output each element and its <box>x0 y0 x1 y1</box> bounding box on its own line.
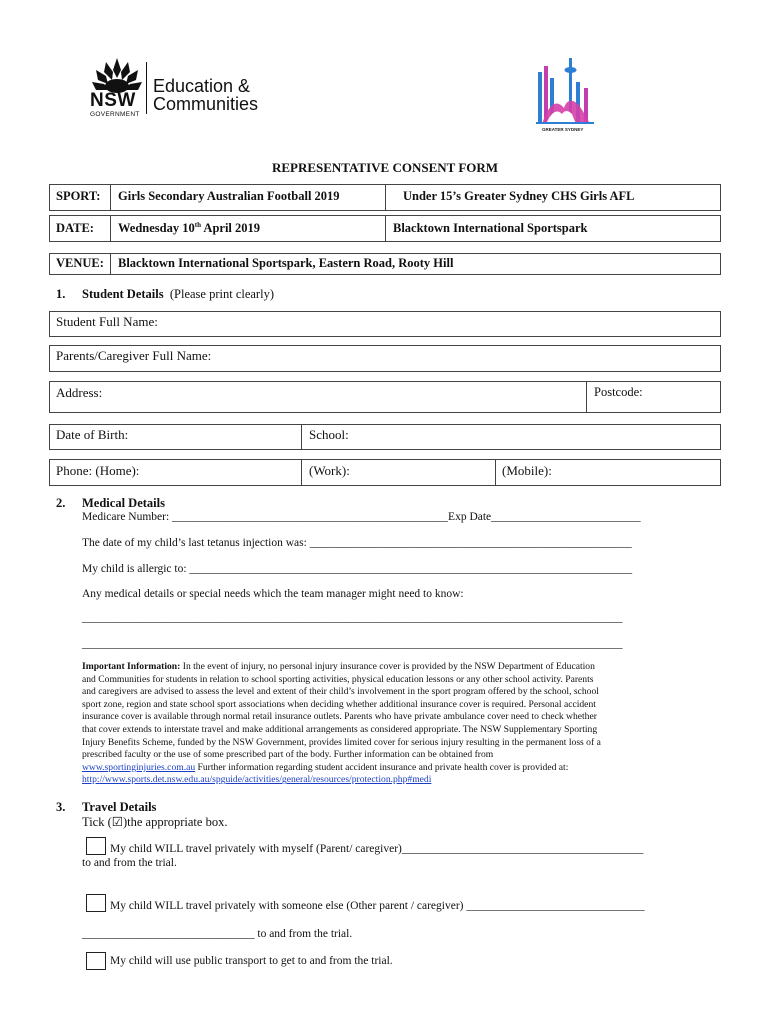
travel-with-other-checkbox[interactable] <box>86 894 106 912</box>
travel-with-parent-label: My child WILL travel privately with myself (Parent/ caregiver)__________________________________________ <box>110 843 644 855</box>
tick-instruction-end: )the appropriate box. <box>122 815 228 829</box>
allergy-line[interactable]: My child is allergic to: _____________________________________________________________________________ <box>82 563 633 575</box>
event-logo-caption: GREATER SYDNEY <box>542 127 584 132</box>
section1-title: Student Details <box>82 287 164 301</box>
travel-with-other-label: My child WILL travel privately with someone else (Other parent / caregiver) _______________________________ <box>110 900 645 912</box>
field-divider <box>586 381 587 413</box>
tick-instruction-start: Tick ( <box>82 815 112 829</box>
phone-home-label: Phone: (Home): <box>56 463 140 478</box>
postcode-label: Postcode: <box>594 385 643 399</box>
section2-title: Medical Details <box>82 496 165 510</box>
row-divider <box>385 215 386 242</box>
section3-title: Travel Details <box>82 800 157 814</box>
important-text-line: Injury Benefits Scheme, funded by the NSW Government, provides limited cover for serious injury resulting in the permanent loss of a <box>82 736 601 748</box>
special-needs-prompt: Any medical details or special needs which the team manager might need to know: <box>82 588 464 600</box>
school-label: School: <box>309 427 349 442</box>
field-divider <box>301 424 302 450</box>
logo-divider <box>146 62 147 114</box>
date-value <box>118 221 260 236</box>
tetanus-line[interactable]: The date of my child’s last tetanus injection was: ________________________________________________________ <box>82 537 632 549</box>
phone-row <box>49 459 721 486</box>
sport-label: SPORT: <box>56 189 101 203</box>
tick-instruction <box>82 814 227 830</box>
department-name-line1: Education & <box>153 76 251 96</box>
field-divider <box>495 459 496 486</box>
event-logo <box>528 52 606 148</box>
nsw-brand: NSW <box>90 90 136 111</box>
form-title: REPRESENTATIVE CONSENT FORM <box>271 160 499 175</box>
public-transport-checkbox[interactable] <box>86 952 106 970</box>
address-label: Address: <box>56 385 103 400</box>
travel-with-other-label-cont: ______________________________ to and from the trial. <box>82 928 353 940</box>
special-needs-blank-1[interactable]: ______________________________________________________________________________________________ <box>82 612 623 624</box>
dob-label: Date of Birth: <box>56 427 129 442</box>
department-name-line2: Communities <box>153 94 259 114</box>
further-info-text: Further information regarding student accident insurance and private health cover is provided at: <box>195 761 569 773</box>
special-needs-blank-2[interactable]: ______________________________________________________________________________________________ <box>82 638 623 650</box>
checked-box-icon: ☑ <box>111 815 123 829</box>
protection-guide-link[interactable]: http://www.sports.det.nsw.edu.au/spguide/activities/general/resources/protection.php#medi <box>82 774 432 786</box>
phone-work-label: (Work): <box>309 463 350 478</box>
medicare-line[interactable]: Medicare Number: ________________________________________________Exp Date__________________________ <box>82 511 641 523</box>
dob-school-row <box>49 424 721 450</box>
nsw-government-logo <box>86 56 148 118</box>
section1-note: (Please print clearly) <box>169 287 274 301</box>
row-divider <box>110 215 111 242</box>
row-divider <box>110 253 111 275</box>
important-text-line: prescribed faculty or the use of some prescribed part of the body. Further information can be obtained from <box>82 749 494 761</box>
student-name-label: Student Full Name: <box>56 314 158 329</box>
important-text-line: and caregivers are advised to assess the level and extent of their child’s involvement in the sport program offered by the school, school <box>82 686 599 698</box>
travel-with-parent-checkbox[interactable] <box>86 837 106 855</box>
government-subtext: GOVERNMENT <box>90 111 140 118</box>
date-label: DATE: <box>56 221 94 235</box>
venue-value: Blacktown International Sportspark, Eastern Road, Rooty Hill <box>118 256 454 270</box>
public-transport-label: My child will use public transport to get to and from the trial. <box>110 955 393 967</box>
important-text-line: insurance cover is available through normal retail insurance outlets. Parents who have private ambulance cover need to check whether <box>82 711 597 723</box>
important-text-line: sport zone, region and state school sport associations when deciding whether additional insurance cover is required. Personal accident <box>82 698 596 710</box>
sydney-skyline-icon <box>528 52 606 130</box>
parent-name-label: Parents/Caregiver Full Name: <box>56 348 212 363</box>
important-text-line: In the event of injury, no personal injury insurance cover is provided by the NSW Department of Education <box>182 661 595 672</box>
phone-mobile-label: (Mobile): <box>502 463 552 478</box>
important-text-line: and Communities for students in relation to school sporting activities, physical education lessons or any other school activity. Parents <box>82 673 594 685</box>
important-information <box>82 661 722 787</box>
sport-value: Girls Secondary Australian Football 2019 <box>118 189 340 203</box>
field-divider <box>301 459 302 486</box>
important-text-line: that cover extends to interstate travel and make additional arrangements as considered appropriate. The NSW Supplementary Sporting <box>82 723 598 735</box>
section3-number: 3. <box>56 800 66 814</box>
sporting-injuries-link[interactable]: www.sportinginjuries.com.au <box>82 761 196 773</box>
division-value: Under 15’s Greater Sydney CHS Girls AFL <box>403 189 635 203</box>
section1-number: 1. <box>56 287 66 301</box>
section1-heading <box>82 287 274 302</box>
section2-number: 2. <box>56 496 66 510</box>
travel-with-parent-label-cont: to and from the trial. <box>82 857 177 869</box>
row-divider <box>110 184 111 211</box>
date-value-suffix: th <box>194 221 201 229</box>
location-value: Blacktown International Sportspark <box>393 221 588 235</box>
venue-label: VENUE: <box>56 256 104 270</box>
important-label: Important Information: <box>82 661 181 672</box>
date-value-month: April 2019 <box>201 221 261 236</box>
row-divider <box>385 184 386 211</box>
date-value-day: Wednesday 10 <box>118 221 195 236</box>
